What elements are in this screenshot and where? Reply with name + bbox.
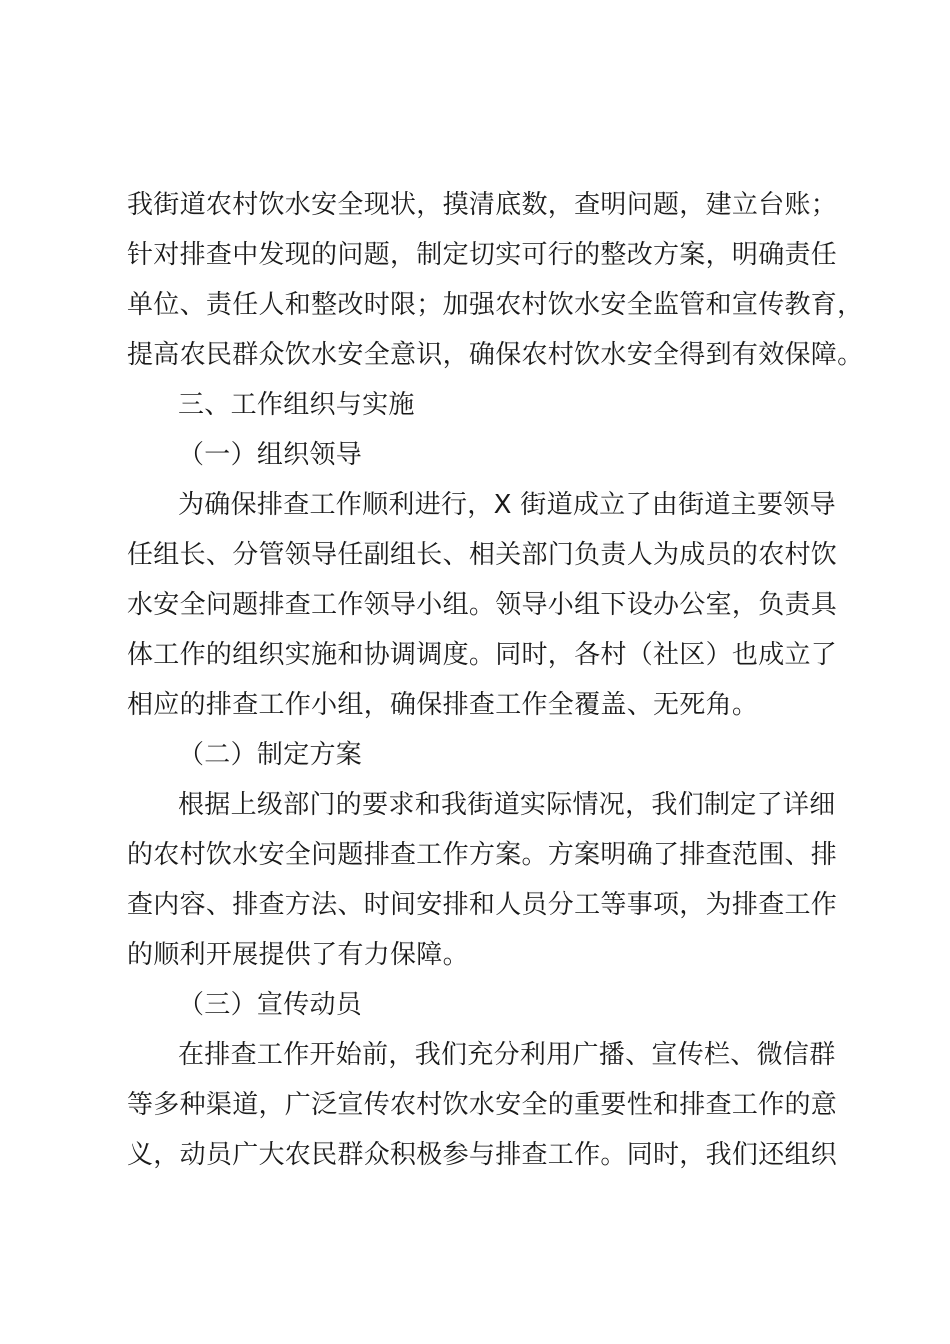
text-line: 根据上级部门的要求和我街道实际情况，我们制定了详细	[178, 790, 836, 820]
text-line: 针对排查中发现的问题，制定切实可行的整改方案，明确责任	[127, 240, 838, 270]
text-line: 在排查工作开始前，我们充分利用广播、宣传栏、微信群	[178, 1040, 836, 1070]
text-line: 查内容、排查方法、时间安排和人员分工等事项，为排查工作	[127, 890, 838, 920]
text-line: 体工作的组织实施和协调调度。同时，各村（社区）也成立了	[127, 640, 838, 670]
subsection-heading: （二）制定方案	[178, 740, 363, 770]
subsection-heading: （三）宣传动员	[178, 990, 363, 1020]
subsection-heading: （一）组织领导	[178, 440, 363, 470]
text-line: 的农村饮水安全问题排查工作方案。方案明确了排查范围、排	[127, 840, 838, 870]
text-line: 为确保排查工作顺利进行，X 街道成立了由街道主要领导	[178, 490, 836, 520]
section-heading: 三、工作组织与实施	[178, 390, 415, 420]
text-line: 等多种渠道，广泛宣传农村饮水安全的重要性和排查工作的意	[127, 1090, 838, 1120]
text-line: 任组长、分管领导任副组长、相关部门负责人为成员的农村饮	[127, 540, 838, 570]
text-line: 水安全问题排查工作领导小组。领导小组下设办公室，负责具	[127, 590, 838, 620]
text-line: 相应的排查工作小组，确保排查工作全覆盖、无死角。	[127, 690, 759, 720]
text-line: 义，动员广大农民群众积极参与排查工作。同时，我们还组织	[127, 1140, 838, 1170]
text-line: 提高农民群众饮水安全意识，确保农村饮水安全得到有效保障。	[127, 340, 864, 370]
text-line: 单位、责任人和整改时限；加强农村饮水安全监管和宣传教育，	[127, 290, 864, 320]
text-line: 我街道农村饮水安全现状，摸清底数，查明问题，建立台账；	[127, 190, 838, 220]
text-line: 的顺利开展提供了有力保障。	[127, 940, 469, 970]
